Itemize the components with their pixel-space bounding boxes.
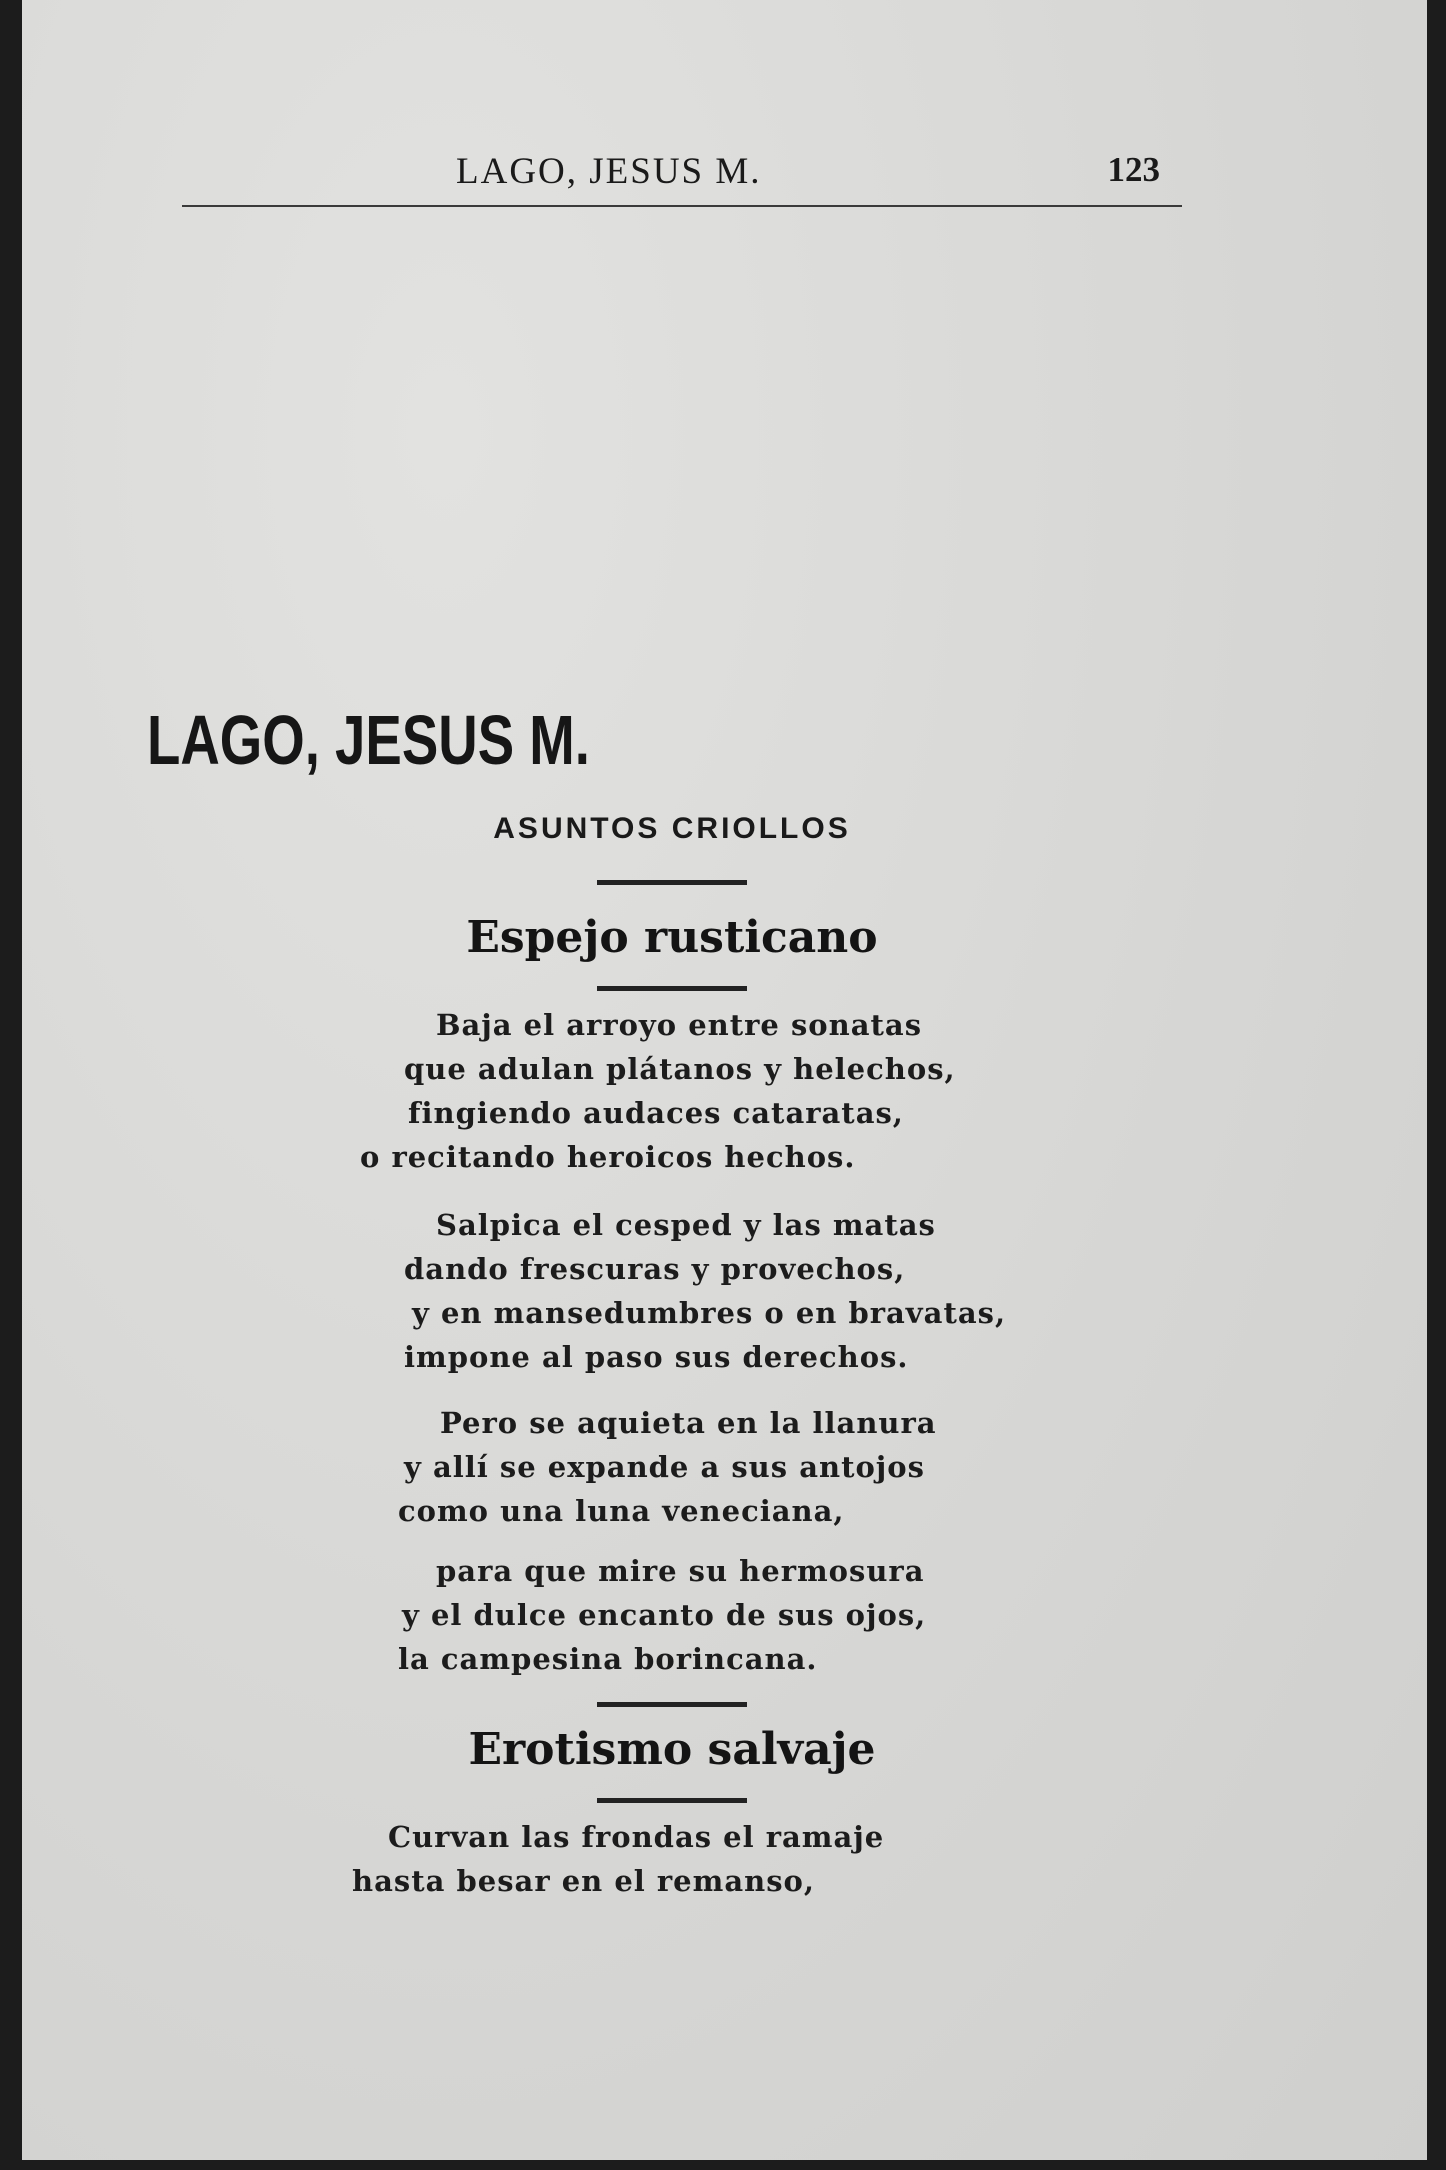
header-rule [182,205,1182,207]
verse-line: Salpica el cesped y las matas [436,1208,936,1242]
verse-line: hasta besar en el remanso, [352,1864,815,1898]
poem-title: Erotismo salvaje [468,1724,876,1775]
page-number: 123 [1107,150,1160,189]
section-label: ASUNTOS CRIOLLOS [493,812,851,845]
verse-line: dando frescuras y provechos, [404,1252,906,1286]
running-title: LAGO, JESUS M. [456,151,762,192]
verse-line: Curvan las frondas el ramaje [388,1820,885,1854]
verse-line: o recitando heroicos hechos. [360,1140,856,1174]
divider-rule [597,880,747,885]
verse-line: impone al paso sus derechos. [404,1340,909,1374]
verse-line: para que mire su hermosura [436,1554,925,1588]
verse-line: como una luna veneciana, [398,1494,845,1528]
running-head [432,150,1160,200]
verse-line: y en mansedumbres o en bravatas, [412,1296,1007,1330]
verse-line: la campesina borincana. [398,1642,818,1676]
verse-line: Baja el arroyo entre sonatas [436,1008,923,1042]
verse-line: Pero se aquieta en la llanura [440,1406,937,1440]
divider-rule [597,1702,747,1707]
book-page [22,0,1427,2160]
divider-rule [597,1798,747,1803]
verse-line: fingiendo audaces cataratas, [408,1096,904,1130]
divider-rule [597,986,747,991]
verse-line: que adulan plátanos y helechos, [404,1052,956,1086]
author-heading: LAGO, JESUS M. [147,701,590,779]
poem-title: Espejo rusticano [466,912,878,963]
verse-line: y allí se expande a sus antojos [404,1450,925,1484]
verse-line: y el dulce encanto de sus ojos, [402,1598,927,1632]
